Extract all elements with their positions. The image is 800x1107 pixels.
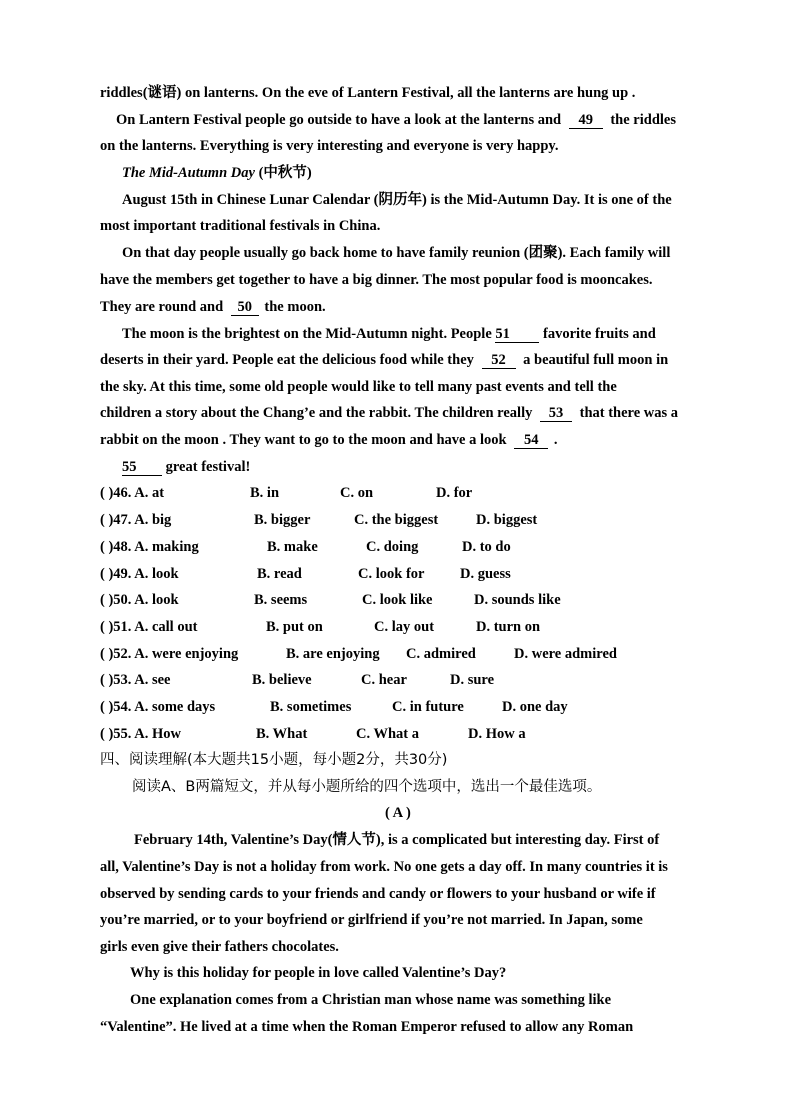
text-line: have the members get together to have a big dinner. The most popular food is mooncakes.	[100, 272, 653, 288]
option-c: C. on	[340, 485, 374, 501]
option-c: C. in future	[392, 699, 464, 715]
text-segment: They are round and	[100, 299, 224, 315]
option-d: D. guess	[460, 566, 511, 582]
text-line	[100, 431, 557, 449]
question-stem: ( )48. A. making	[100, 539, 199, 555]
passage-label-a: ( A )	[385, 805, 411, 821]
text-line	[116, 111, 676, 129]
text-line: “Valentine”. He lived at a time when the Roman Emperor refused to allow any Roman	[100, 1019, 634, 1035]
option-b: B. in	[250, 485, 280, 501]
text-line: observed by sending cards to your friends and candy or flowers to your husband or wife if	[100, 886, 656, 902]
text-segment: the moon.	[264, 299, 326, 315]
option-d: D. to do	[462, 539, 511, 555]
text-line: on the lanterns. Everything is very interesting and everyone is very happy.	[100, 138, 559, 154]
option-b: B. bigger	[254, 512, 311, 528]
option-c: C. What a	[356, 726, 419, 742]
text-line: On that day people usually go back home to have family reunion (团聚). Each family will	[122, 245, 671, 261]
blank-55: 55	[122, 460, 162, 476]
option-d: D. for	[436, 485, 473, 501]
option-d: D. were admired	[514, 646, 617, 662]
option-d: D. biggest	[476, 512, 538, 528]
blank-54: 54	[514, 433, 548, 449]
option-c: C. the biggest	[354, 512, 439, 528]
blank-51: 51	[495, 327, 539, 343]
question-stem: ( )51. A. call out	[100, 619, 198, 635]
blank-50: 50	[231, 300, 259, 316]
option-d: D. turn on	[476, 619, 541, 635]
text-line	[100, 351, 668, 369]
text-segment: .	[553, 432, 558, 448]
section-title: 四、阅读理解(本大题共15小题，每小题2分，共30分)	[100, 752, 448, 768]
text-segment: the riddles	[610, 112, 676, 128]
text-line	[100, 404, 678, 422]
instruction: 阅读A、B两篇短文，并从每小题所给的四个选项中，选出一个最佳选项。	[132, 779, 602, 795]
heading-cn: (中秋节)	[258, 165, 312, 181]
text-line	[122, 458, 250, 476]
text-segment: favorite fruits and	[543, 326, 656, 342]
option-d: D. one day	[502, 699, 568, 715]
text-line: Why is this holiday for people in love called Valentine’s Day?	[130, 965, 507, 981]
text-line: the sky. At this time, some old people would like to tell many past events and tell the	[100, 379, 617, 395]
text-segment: The moon is the brightest on the Mid-Autumn night. People	[122, 326, 492, 342]
question-stem: ( )53. A. see	[100, 672, 171, 688]
text-line: most important traditional festivals in China.	[100, 218, 381, 234]
option-b: B. sometimes	[270, 699, 352, 715]
question-stem: ( )50. A. look	[100, 592, 179, 608]
option-c: C. look like	[362, 592, 433, 608]
blank-53: 53	[540, 406, 572, 422]
option-d: D. How a	[468, 726, 526, 742]
text-line: you’re married, or to your boyfriend or girlfriend if you’re not married. In Japan, some	[100, 912, 643, 928]
text-line: all, Valentine’s Day is not a holiday from work. No one gets a day off. In many countries it is	[100, 859, 668, 875]
question-stem: ( )52. A. were enjoying	[100, 646, 239, 662]
text-segment: that there was a	[579, 405, 679, 421]
option-d: D. sure	[450, 672, 495, 688]
option-c: C. hear	[361, 672, 407, 688]
heading-en: The Mid-Autumn Day	[122, 165, 255, 181]
text-line: August 15th in Chinese Lunar Calendar (阴历年) is the Mid-Autumn Day. It is one of the	[122, 192, 672, 208]
question-stem: ( )55. A. How	[100, 726, 181, 742]
option-c: C. lay out	[374, 619, 435, 635]
text-segment: a beautiful full moon in	[523, 352, 669, 368]
blank-49: 49	[569, 113, 603, 129]
blank-52: 52	[482, 353, 516, 369]
text-segment: rabbit on the moon . They want to go to the moon and have a look	[100, 432, 507, 448]
text-line: girls even give their fathers chocolates.	[100, 939, 339, 955]
option-b: B. put on	[266, 619, 323, 635]
text-segment: On Lantern Festival people go outside to have a look at the lanterns and	[116, 112, 562, 128]
option-d: D. sounds like	[474, 592, 561, 608]
question-stem: ( )46. A. at	[100, 485, 165, 501]
text-segment: deserts in their yard. People eat the delicious food while they	[100, 352, 474, 368]
question-stem: ( )49. A. look	[100, 566, 179, 582]
option-c: C. admired	[406, 646, 476, 662]
text-segment: great festival!	[165, 459, 251, 475]
option-b: B. make	[267, 539, 318, 555]
text-line: riddles(谜语) on lanterns. On the eve of Lantern Festival, all the lanterns are hung up .	[100, 85, 636, 101]
text-line: One explanation comes from a Christian man whose name was something like	[130, 992, 612, 1008]
section-heading	[122, 164, 312, 182]
option-b: B. believe	[252, 672, 312, 688]
option-b: B. read	[257, 566, 302, 582]
text-line	[100, 298, 326, 316]
option-b: B. seems	[254, 592, 308, 608]
text-segment: children a story about the Chang’e and the rabbit. The children really	[100, 405, 533, 421]
option-c: C. look for	[358, 566, 425, 582]
text-line	[122, 325, 656, 343]
question-stem: ( )47. A. big	[100, 512, 172, 528]
text-line: February 14th, Valentine’s Day(情人节), is a complicated but interesting day. First of	[134, 832, 660, 848]
question-stem: ( )54. A. some days	[100, 699, 216, 715]
option-c: C. doing	[366, 539, 419, 555]
option-b: B. What	[256, 726, 308, 742]
option-b: B. are enjoying	[286, 646, 380, 662]
